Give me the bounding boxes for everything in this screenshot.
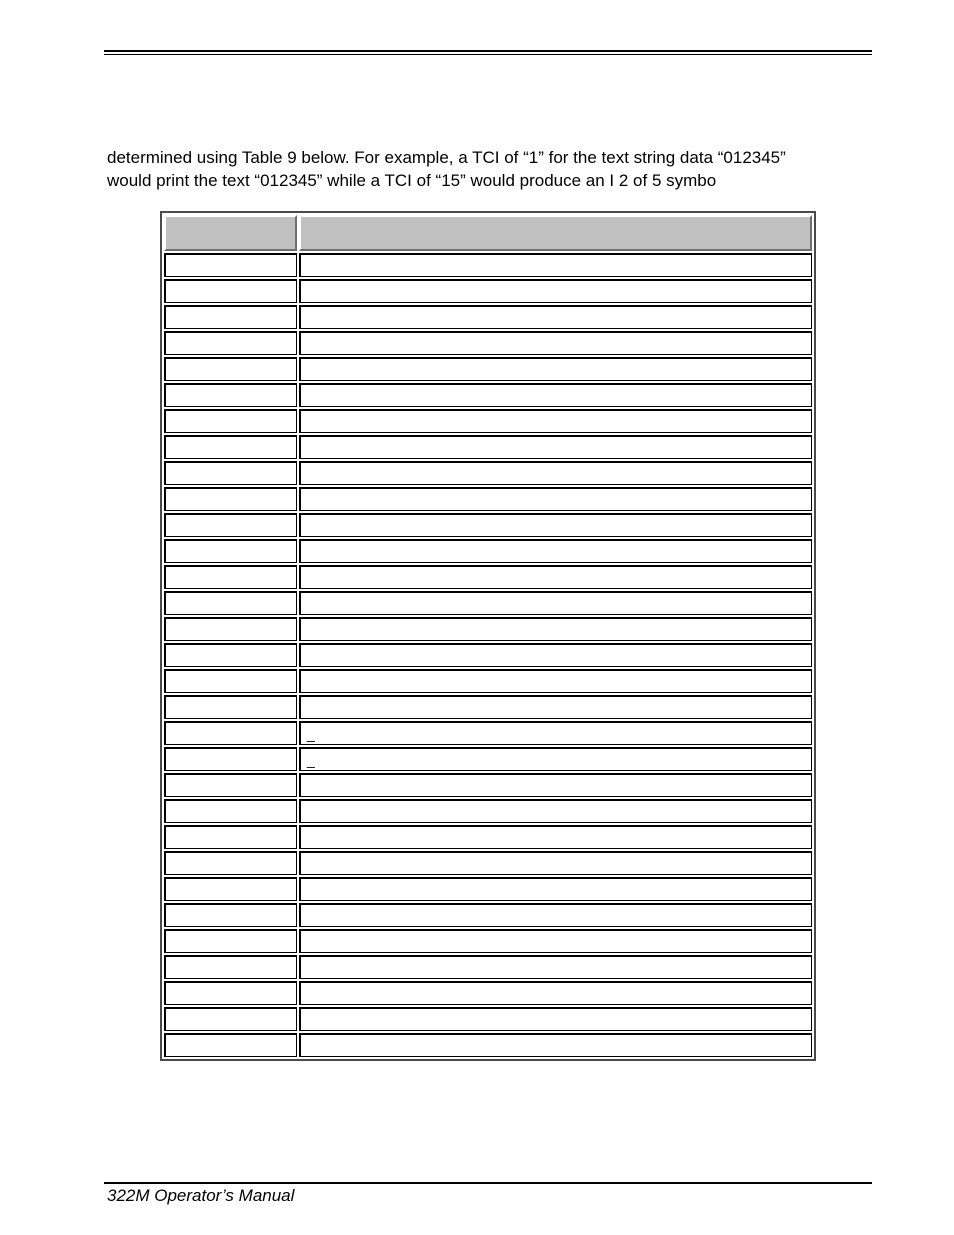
table-cell-description	[299, 435, 812, 459]
table-cell-description	[299, 383, 812, 407]
table-row	[164, 331, 812, 355]
table-cell-tci	[164, 799, 297, 823]
table-row	[164, 409, 812, 433]
table-cell-tci	[164, 435, 297, 459]
table-cell-tci	[164, 383, 297, 407]
table-header-row	[164, 215, 812, 251]
footer-title: 322M Operator’s Manual	[107, 1186, 295, 1205]
table-cell-tci	[164, 825, 297, 849]
table-cell-tci	[164, 305, 297, 329]
table-row	[164, 981, 812, 1005]
table-cell-tci	[164, 747, 297, 771]
table-cell-tci	[164, 721, 297, 745]
table-cell-description	[299, 565, 812, 589]
table-cell-description	[299, 903, 812, 927]
table-row	[164, 721, 812, 745]
table-cell-description: _	[299, 721, 812, 745]
table-row	[164, 747, 812, 771]
table-cell-tci	[164, 331, 297, 355]
table-row	[164, 565, 812, 589]
tci-table	[160, 211, 816, 1061]
intro-line-2: would print the text “012345” while a TCI of “15” would produce an I 2 of 5 symbo	[107, 171, 717, 190]
table-row	[164, 1033, 812, 1057]
table-cell-tci	[164, 773, 297, 797]
table-cell-description	[299, 487, 812, 511]
table-row	[164, 799, 812, 823]
table-cell-tci	[164, 409, 297, 433]
table-row	[164, 617, 812, 641]
table-cell-description	[299, 825, 812, 849]
table-cell-description	[299, 253, 812, 277]
table-cell-tci	[164, 669, 297, 693]
table-row	[164, 695, 812, 719]
footer-rule	[104, 1182, 872, 1184]
table-cell-description	[299, 669, 812, 693]
table-row	[164, 851, 812, 875]
table-cell-description	[299, 643, 812, 667]
tci-table-grid	[162, 213, 814, 1059]
table-row	[164, 1007, 812, 1031]
table-cell-tci	[164, 981, 297, 1005]
table-cell-tci	[164, 1033, 297, 1057]
table-row	[164, 435, 812, 459]
table-cell-description	[299, 955, 812, 979]
table-cell-description	[299, 773, 812, 797]
table-row	[164, 877, 812, 901]
table-cell-description	[299, 331, 812, 355]
table-cell-tci	[164, 565, 297, 589]
table-cell-description	[299, 799, 812, 823]
table-row	[164, 825, 812, 849]
table-row	[164, 903, 812, 927]
table-row	[164, 669, 812, 693]
table-row	[164, 643, 812, 667]
table-cell-description	[299, 877, 812, 901]
table-row	[164, 513, 812, 537]
header-rule	[104, 50, 872, 52]
table-cell-description: _	[299, 747, 812, 771]
table-cell-tci	[164, 903, 297, 927]
table-cell-description	[299, 591, 812, 615]
table-row	[164, 591, 812, 615]
table-cell-description	[299, 409, 812, 433]
table-cell-description	[299, 305, 812, 329]
table-cell-tci	[164, 591, 297, 615]
table-cell-description	[299, 1033, 812, 1057]
table-cell-tci	[164, 487, 297, 511]
header-cell-description	[299, 215, 812, 251]
table-row	[164, 773, 812, 797]
table-row	[164, 539, 812, 563]
intro-line-1: determined using Table 9 below. For example, a TCI of “1” for the text string data “012345”	[107, 148, 786, 167]
intro-paragraph	[107, 146, 877, 192]
table-cell-tci	[164, 253, 297, 277]
table-row	[164, 253, 812, 277]
table-cell-description	[299, 981, 812, 1005]
table-cell-description	[299, 513, 812, 537]
table-cell-description	[299, 357, 812, 381]
table-row	[164, 461, 812, 485]
table-row	[164, 955, 812, 979]
table-cell-description	[299, 617, 812, 641]
table-cell-tci	[164, 279, 297, 303]
table-cell-description	[299, 851, 812, 875]
table-cell-tci	[164, 513, 297, 537]
table-cell-tci	[164, 643, 297, 667]
table-row	[164, 487, 812, 511]
table-cell-tci	[164, 357, 297, 381]
table-row	[164, 383, 812, 407]
table-row	[164, 279, 812, 303]
table-cell-tci	[164, 851, 297, 875]
table-cell-tci	[164, 617, 297, 641]
table-cell-tci	[164, 539, 297, 563]
header-cell-tci	[164, 215, 297, 251]
table-cell-tci	[164, 695, 297, 719]
table-row	[164, 357, 812, 381]
table-row	[164, 305, 812, 329]
table-cell-description	[299, 539, 812, 563]
table-cell-tci	[164, 929, 297, 953]
table-row	[164, 929, 812, 953]
table-cell-description	[299, 1007, 812, 1031]
table-cell-tci	[164, 955, 297, 979]
table-cell-description	[299, 929, 812, 953]
table-cell-description	[299, 461, 812, 485]
table-cell-tci	[164, 877, 297, 901]
table-cell-description	[299, 279, 812, 303]
table-cell-tci	[164, 461, 297, 485]
table-cell-tci	[164, 1007, 297, 1031]
table-cell-description	[299, 695, 812, 719]
